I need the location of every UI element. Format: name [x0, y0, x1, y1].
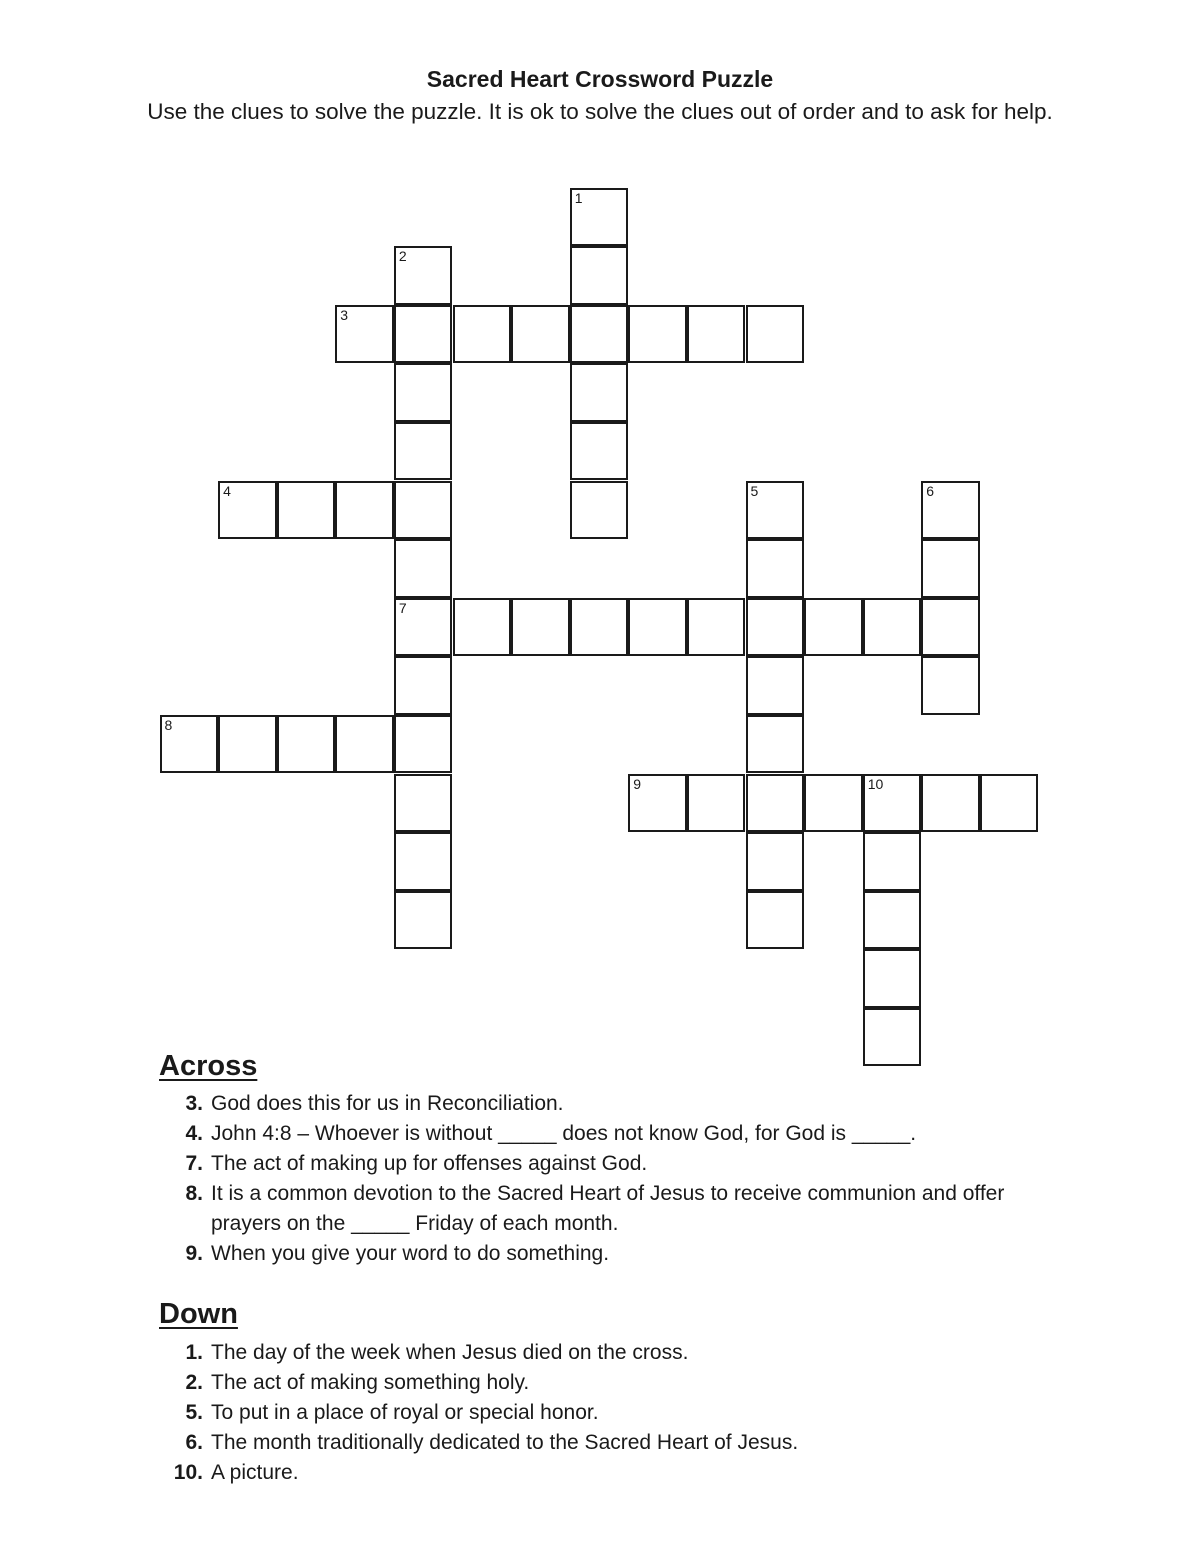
crossword-cell[interactable]: [394, 598, 453, 657]
down-clue: [159, 1338, 1051, 1368]
across-clue-list: [159, 1089, 1051, 1269]
crossword-cell[interactable]: [394, 891, 453, 950]
crossword-cell[interactable]: [687, 774, 746, 833]
cell-number: 4: [223, 482, 231, 499]
crossword-cell[interactable]: [570, 422, 629, 481]
crossword-cell[interactable]: [863, 1008, 922, 1067]
cell-number: 3: [340, 306, 349, 323]
crossword-cell[interactable]: [746, 774, 805, 833]
crossword-cell[interactable]: [570, 481, 629, 540]
crossword-cell[interactable]: [218, 715, 277, 774]
crossword-cell[interactable]: [570, 363, 629, 422]
clue-text: When you give your word to do something.: [211, 1242, 610, 1265]
clue-number: 5.: [185, 1401, 203, 1424]
clue-text: It is a common devotion to the Sacred Heart of Jesus to receive communion and offer prayers on the _____ Friday of each month.: [211, 1182, 1005, 1235]
clue-text: To put in a place of royal or special honor.: [211, 1401, 599, 1424]
crossword-cell[interactable]: [863, 598, 922, 657]
clue-text: John 4:8 – Whoever is without _____ does not know God, for God is _____.: [211, 1122, 917, 1145]
across-clue: [159, 1179, 1051, 1239]
crossword-cell[interactable]: [335, 305, 394, 364]
cell-number: 7: [398, 599, 407, 616]
crossword-cell[interactable]: [453, 598, 512, 657]
crossword-cell[interactable]: [277, 715, 336, 774]
crossword-cell[interactable]: [921, 774, 980, 833]
crossword-cell[interactable]: [746, 656, 805, 715]
crossword-cell[interactable]: [804, 598, 863, 657]
crossword-cell[interactable]: [394, 774, 453, 833]
clue-number: 4.: [185, 1122, 203, 1145]
crossword-cell[interactable]: [394, 715, 453, 774]
down-clue-list: [159, 1338, 1051, 1488]
crossword-cell[interactable]: [277, 481, 336, 540]
crossword-cell[interactable]: [570, 305, 629, 364]
crossword-cell[interactable]: [746, 305, 805, 364]
crossword-cell[interactable]: [863, 774, 922, 833]
cell-number: 6: [926, 482, 935, 499]
clue-number: 8.: [185, 1182, 203, 1205]
crossword-cell[interactable]: [980, 774, 1039, 833]
crossword-cell[interactable]: [394, 305, 453, 364]
down-clue: [159, 1368, 1051, 1398]
cell-number: 1: [574, 189, 583, 206]
across-clue: [159, 1239, 1051, 1269]
clue-number: 2.: [185, 1371, 203, 1394]
crossword-cell[interactable]: [511, 598, 570, 657]
crossword-cell[interactable]: [570, 188, 629, 247]
crossword-cell[interactable]: [394, 246, 453, 305]
page-title: Sacred Heart Crossword Puzzle: [426, 66, 774, 92]
cell-number: 5: [750, 482, 759, 499]
clue-number: 9.: [185, 1242, 203, 1265]
across-heading: Across: [159, 1050, 258, 1082]
clue-text: The act of making something holy.: [211, 1371, 530, 1394]
across-clue: [159, 1119, 1051, 1149]
crossword-cell[interactable]: [804, 774, 863, 833]
crossword-cell[interactable]: [394, 422, 453, 481]
crossword-cell[interactable]: [746, 598, 805, 657]
cell-number: 9: [633, 775, 642, 792]
crossword-cell[interactable]: [746, 539, 805, 598]
crossword-cell[interactable]: [628, 305, 687, 364]
crossword-cell[interactable]: [628, 598, 687, 657]
crossword-cell[interactable]: [746, 832, 805, 891]
crossword-cell[interactable]: [335, 481, 394, 540]
clue-number: 10.: [173, 1461, 203, 1484]
crossword-cell[interactable]: [394, 832, 453, 891]
clue-text: A picture.: [211, 1461, 299, 1484]
clue-number: 1.: [185, 1341, 203, 1364]
down-clue: [159, 1398, 1051, 1428]
crossword-cell[interactable]: [863, 832, 922, 891]
clue-text: God does this for us in Reconciliation.: [211, 1092, 564, 1115]
clue-number: 3.: [185, 1092, 203, 1115]
cell-number: 8: [164, 716, 173, 733]
cell-number: 10: [867, 775, 884, 792]
down-clue: [159, 1428, 1051, 1458]
clue-number: 7.: [185, 1152, 203, 1175]
crossword-cell[interactable]: [746, 715, 805, 774]
crossword-cell[interactable]: [746, 481, 805, 540]
crossword-cell[interactable]: [687, 598, 746, 657]
down-heading: Down: [159, 1298, 238, 1330]
across-clue: [159, 1149, 1051, 1179]
crossword-cell[interactable]: [570, 246, 629, 305]
crossword-cell[interactable]: [921, 598, 980, 657]
crossword-cell[interactable]: [453, 305, 512, 364]
crossword-cell[interactable]: [863, 891, 922, 950]
crossword-cell[interactable]: [511, 305, 570, 364]
crossword-cell[interactable]: [921, 656, 980, 715]
clue-number: 6.: [185, 1431, 203, 1454]
instructions: Use the clues to solve the puzzle. It is ok to solve the clues out of order and to ask for help.: [147, 99, 1053, 124]
crossword-cell[interactable]: [921, 539, 980, 598]
crossword-cell[interactable]: [394, 656, 453, 715]
clue-text: The month traditionally dedicated to the Sacred Heart of Jesus.: [211, 1431, 799, 1454]
crossword-cell[interactable]: [218, 481, 277, 540]
crossword-cell[interactable]: [921, 481, 980, 540]
clue-text: The day of the week when Jesus died on the cross.: [211, 1341, 689, 1364]
crossword-cell[interactable]: [335, 715, 394, 774]
crossword-cell[interactable]: [394, 481, 453, 540]
crossword-cell[interactable]: [687, 305, 746, 364]
crossword-cell[interactable]: [863, 949, 922, 1008]
crossword-cell[interactable]: [746, 891, 805, 950]
down-clue: [159, 1458, 1051, 1488]
clue-text: The act of making up for offenses against God.: [211, 1152, 648, 1175]
cell-number: 2: [398, 248, 407, 265]
crossword-cell[interactable]: [394, 363, 453, 422]
across-clue: [159, 1089, 1051, 1119]
crossword-cell[interactable]: [570, 598, 629, 657]
crossword-cell[interactable]: [394, 539, 453, 598]
crossword-cell[interactable]: [160, 715, 219, 774]
crossword-cell[interactable]: [628, 774, 687, 833]
